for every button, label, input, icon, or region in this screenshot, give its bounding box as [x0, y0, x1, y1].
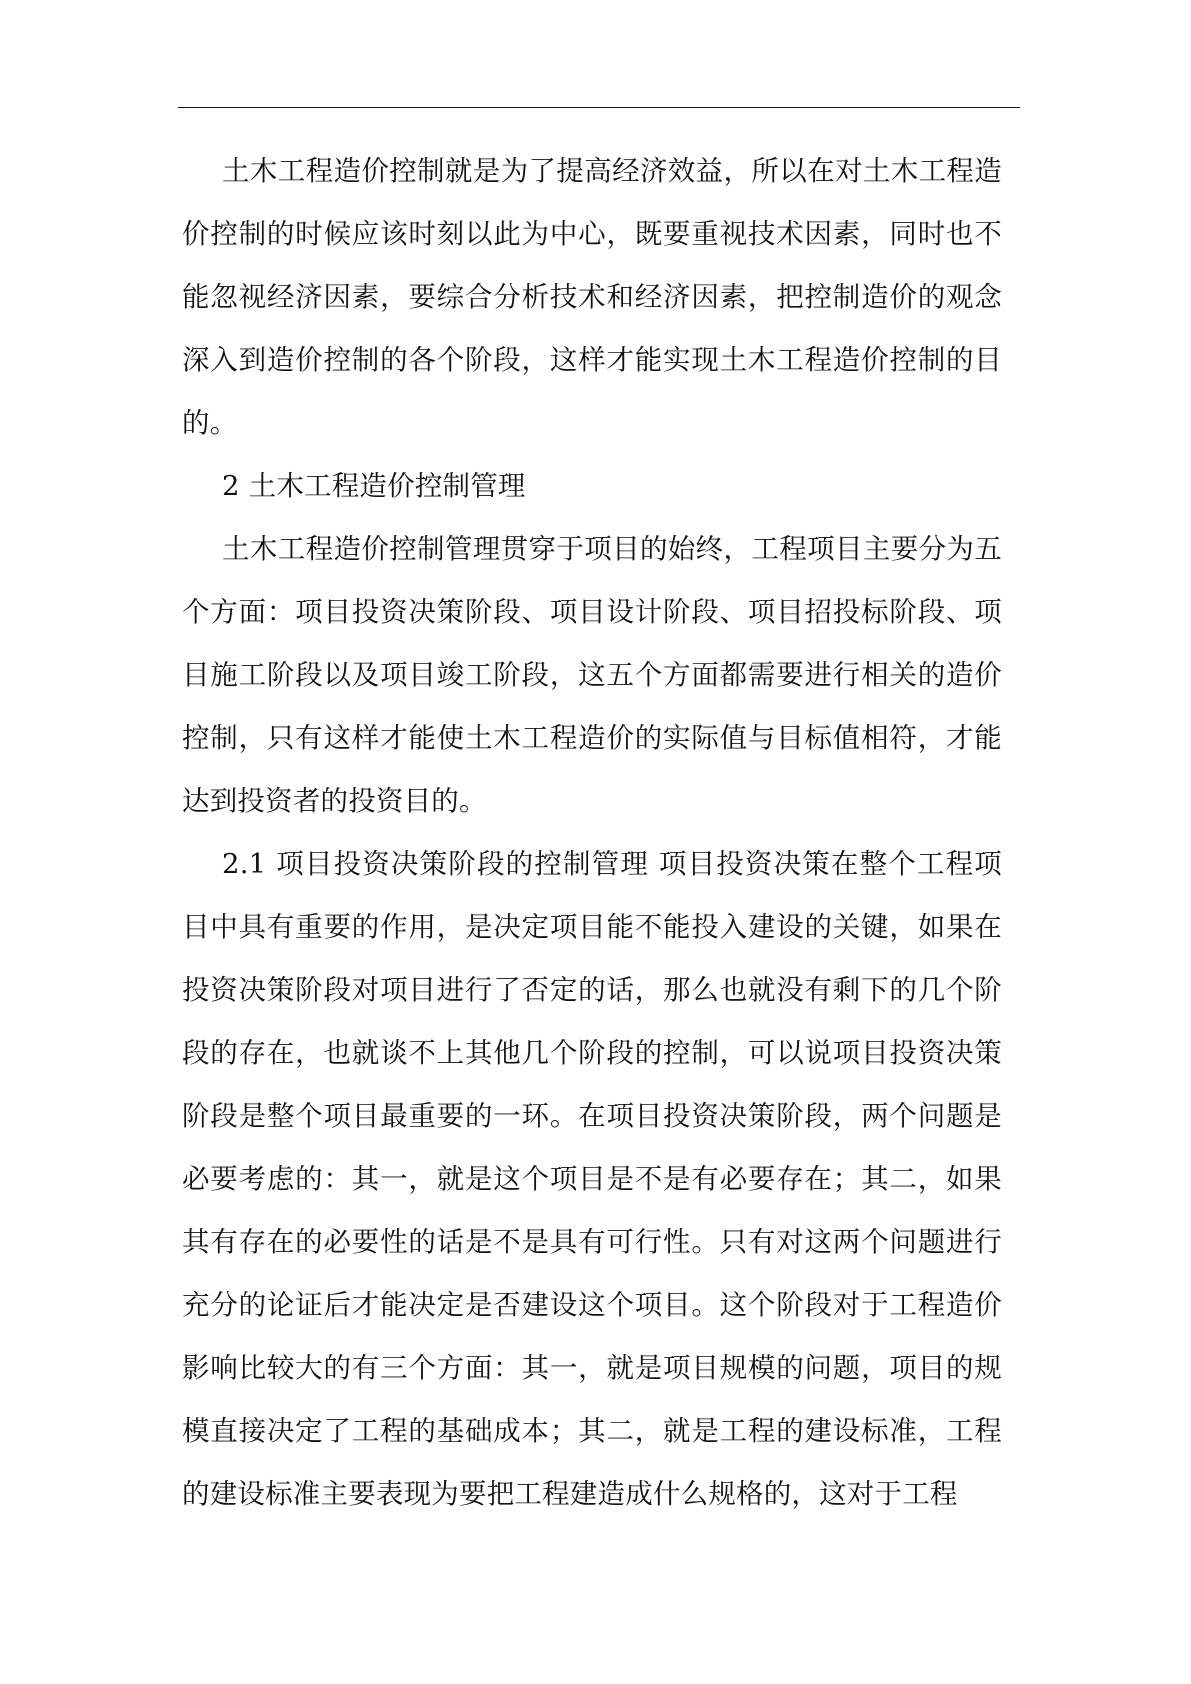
header-rule [178, 107, 1020, 108]
paragraph-intro-conclusion: 土木工程造价控制就是为了提高经济效益，所以在对土木工程造价控制的时候应该时刻以此为中心，既要重视技术因素，同时也不能忽视经济因素，要综合分析技术和经济因素，把控制造价的观念深入到造价控制的各个阶段，这样才能实现土木工程造价控制的目的。 [182, 155, 1002, 439]
section-heading-2: 2 土木工程造价控制管理 [222, 470, 526, 502]
paragraph-section-2-1: 2.1 项目投资决策阶段的控制管理 项目投资决策在整个工程项目中具有重要的作用，是决定项目能不能投入建设的关键，如果在投资决策阶段对项目进行了否定的话，那么也就没有剩下的几个阶段的存在，也就谈不上其他几个阶段的控制，可以说项目投资决策阶段是整个项目最重要的一环。在项目投资决策阶段，两个问题是必要考虑的：其一，就是这个项目是不是有必要存在；其二，如果其有存在的必要性的话是不是具有可行性。只有对这两个问题进行充分的论证后才能决定是否建设这个项目。这个阶段对于工程造价影响比较大的有三个方面：其一，就是项目规模的问题，项目的规模直接决定了工程的基础成本；其二，就是工程的建设标准，工程的建设标准主要表现为要把工程建造成什么规格的，这对于工程 [182, 848, 1002, 1510]
paragraph-section-2: 土木工程造价控制管理贯穿于项目的始终，工程项目主要分为五个方面：项目投资决策阶段、项目设计阶段、项目招投标阶段、项目施工阶段以及项目竣工阶段，这五个方面都需要进行相关的造价控制，只有这样才能使土木工程造价的实际值与目标值相符，才能达到投资者的投资目的。 [182, 533, 1002, 817]
document-body [182, 140, 1002, 1526]
